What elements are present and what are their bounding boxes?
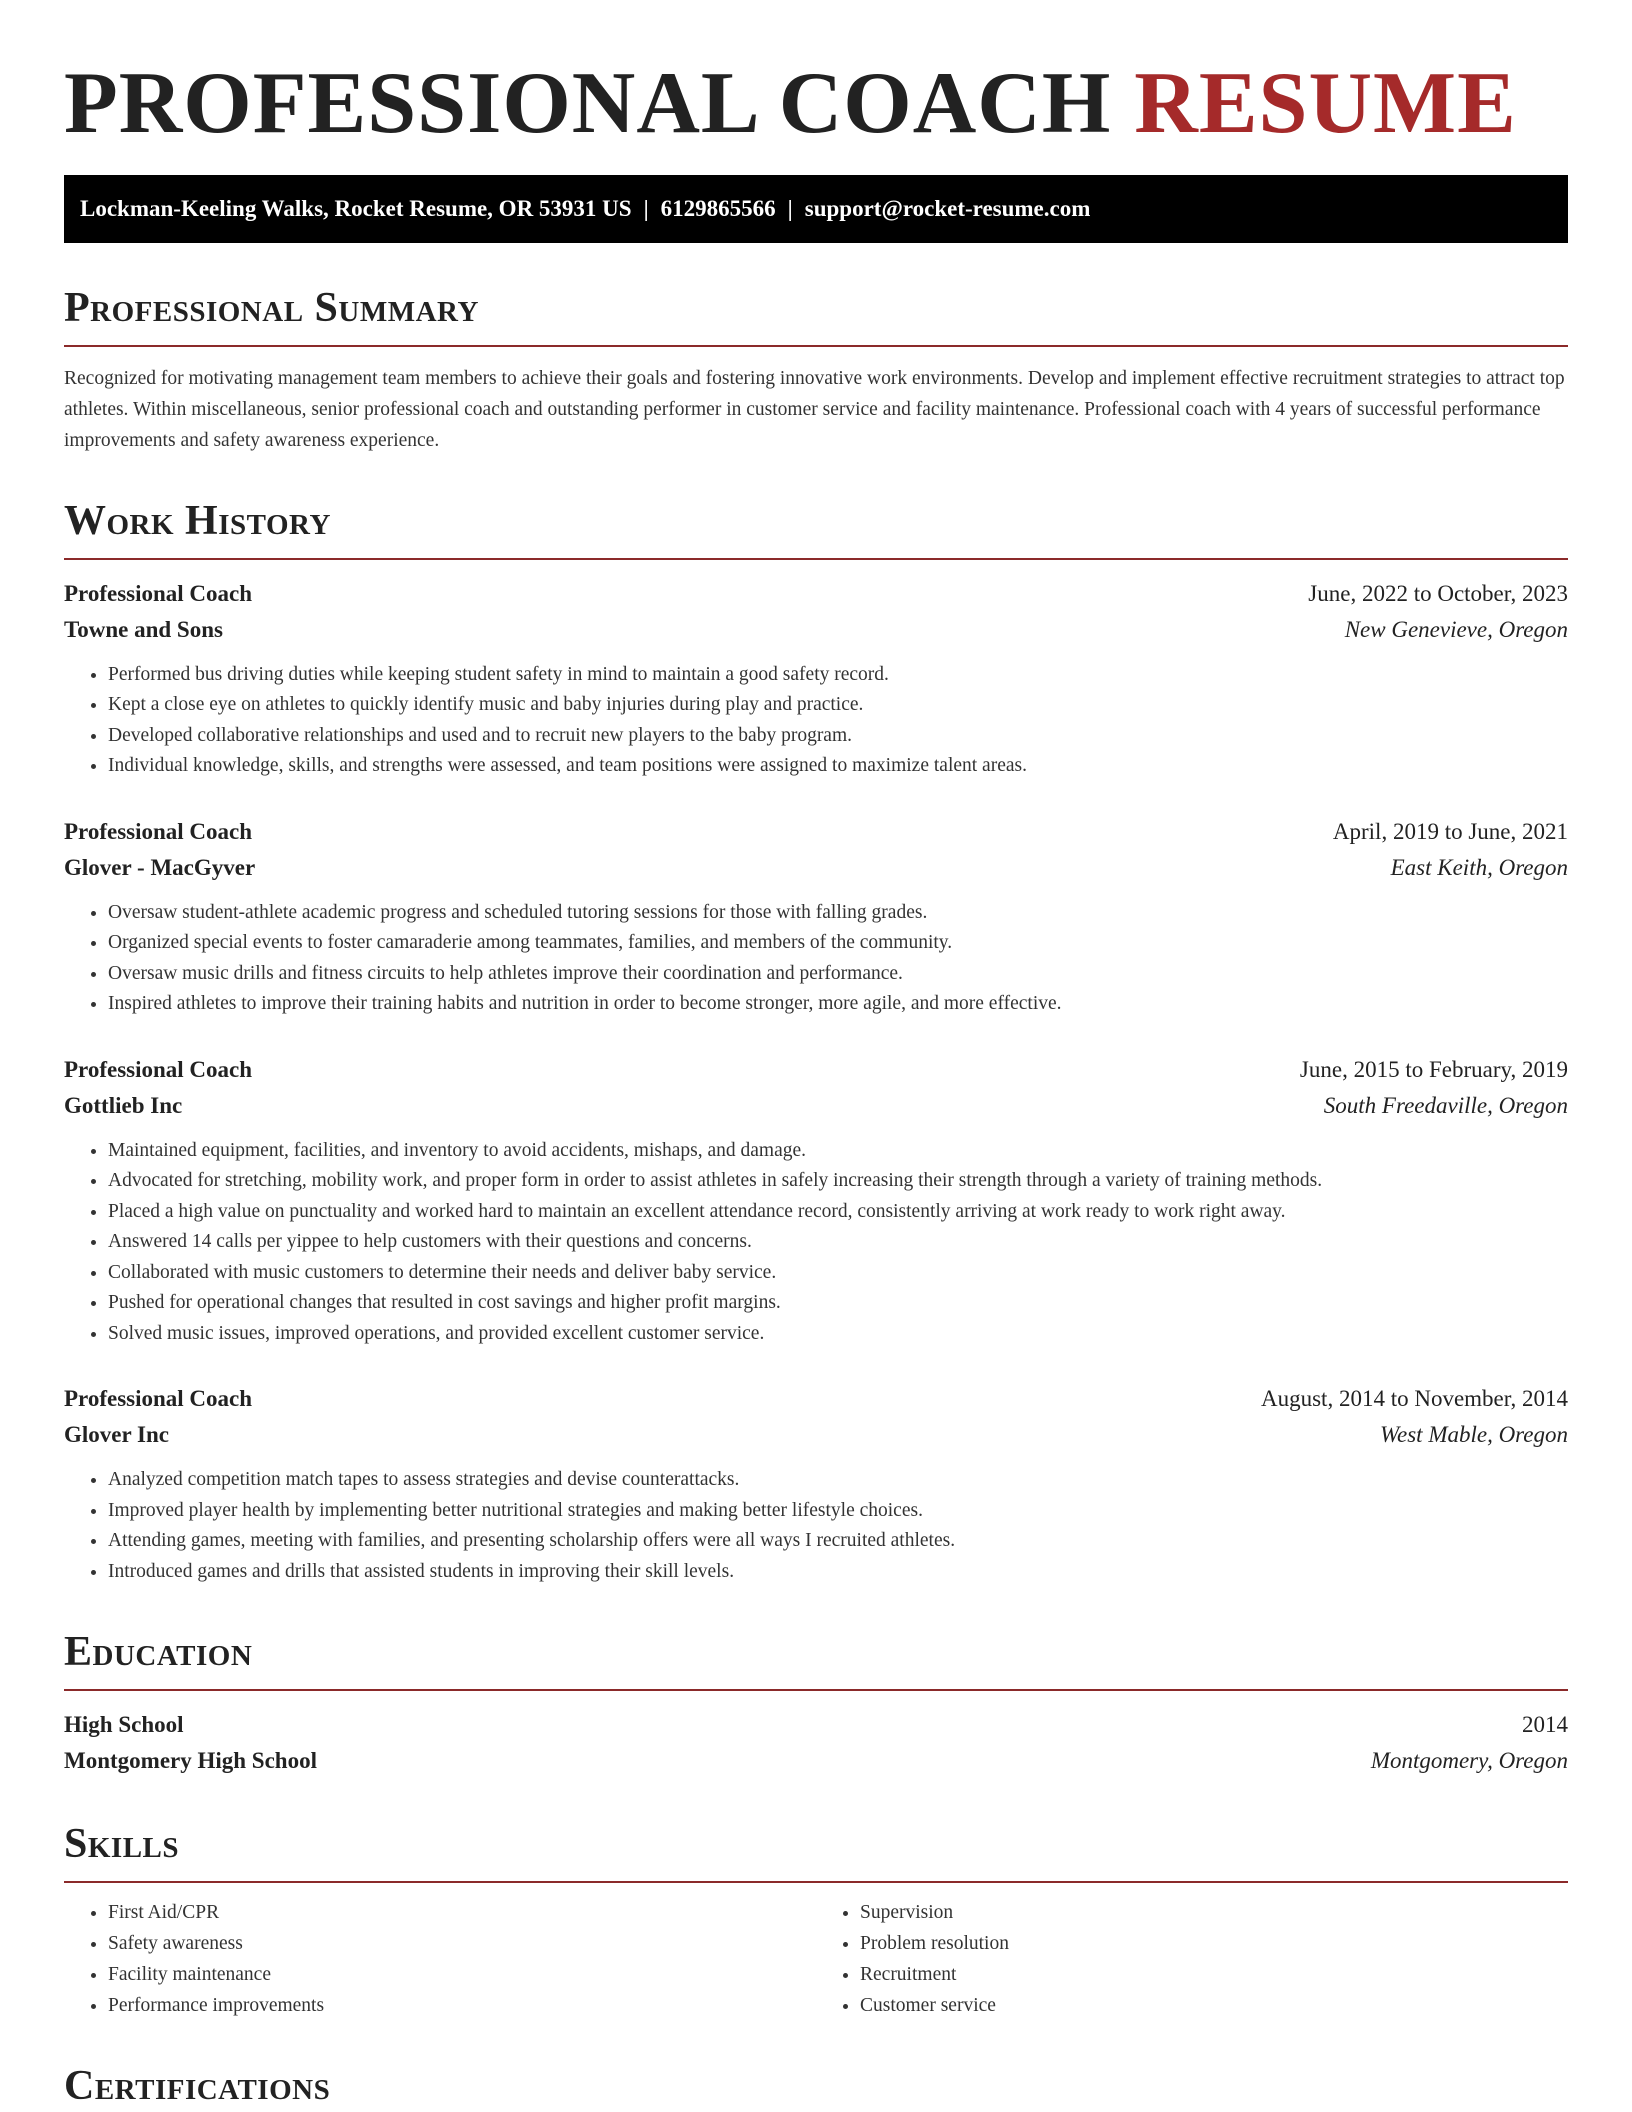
job-entry — [64, 576, 1568, 782]
contact-separator: | — [643, 195, 649, 221]
job-entry — [64, 1052, 1568, 1350]
job-header-row — [64, 576, 1568, 612]
contact-phone: 6129865566 — [660, 195, 776, 221]
job-duty: • Introduced games and drills that assisted students in improving their skill levels. — [108, 1557, 1568, 1588]
job-duties-list — [64, 660, 1568, 782]
job-duty: • Kept a close eye on athletes to quickly identify music and baby injuries during play and practice. — [108, 690, 1568, 721]
job-company-row — [64, 1417, 1568, 1453]
job-duty: • Performed bus driving duties while keeping student safety in mind to maintain a good safety record. — [108, 660, 1568, 691]
job-duties-list — [64, 1465, 1568, 1587]
skill-item: • Performance improvements — [108, 1990, 816, 2021]
job-duty: • Solved music issues, improved operations, and provided excellent customer service. — [108, 1319, 1568, 1350]
skill-item: • First Aid/CPR — [108, 1897, 816, 1928]
job-duties-list — [64, 1136, 1568, 1350]
skills-column — [816, 1897, 1568, 2021]
job-company-row — [64, 1088, 1568, 1124]
job-header-row — [64, 1052, 1568, 1088]
job-duty: • Oversaw student-athlete academic progress and scheduled tutoring sessions for those with falling grades. — [108, 898, 1568, 929]
skill-item: • Facility maintenance — [108, 1959, 816, 1990]
section-divider — [64, 345, 1568, 347]
contact-address: Lockman-Keeling Walks, Rocket Resume, OR 53931 US — [80, 195, 632, 221]
skills-column — [64, 1897, 816, 2021]
summary-text: Recognized for motivating management team members to achieve their goals and fostering innovative work environments. Develop and implement effective recruitment strategies to attract top athletes. Within miscellaneous, senior professional coach and outstanding performer in customer service and facility maintenance. Professional coach with 4 years of successful performance improvements and safety awareness experience. — [64, 367, 1565, 451]
skills-grid — [64, 1897, 1568, 2021]
job-role: Professional Coach — [64, 1056, 253, 1082]
skill-item: • Recruitment — [860, 1959, 1568, 1990]
job-duty: • Attending games, meeting with families, and presenting scholarship offers were all ways I recruited athletes. — [108, 1526, 1568, 1557]
job-entry — [64, 1381, 1568, 1587]
job-header-row — [64, 814, 1568, 850]
job-duty: • Pushed for operational changes that resulted in cost savings and higher profit margins. — [108, 1288, 1568, 1319]
contact-bar — [64, 175, 1568, 243]
section-divider — [64, 558, 1568, 560]
job-company: Glover Inc — [64, 1422, 169, 1448]
job-role: Professional Coach — [64, 580, 253, 606]
resume-title-accent: RESUME — [1134, 55, 1517, 152]
job-duty: • Oversaw music drills and fitness circuits to help athletes improve their coordination and performance. — [108, 959, 1568, 990]
resume-title-main: PROFESSIONAL COACH — [64, 55, 1112, 152]
job-role: Professional Coach — [64, 818, 253, 844]
skill-item: • Supervision — [860, 1897, 1568, 1928]
job-duty: • Inspired athletes to improve their training habits and nutrition in order to become stronger, more agile, and more effective. — [108, 989, 1568, 1020]
job-duty: • Individual knowledge, skills, and strengths were assessed, and team positions were assigned to maximize talent areas. — [108, 751, 1568, 782]
job-duty: • Placed a high value on punctuality and worked hard to maintain an excellent attendance record, consistently arriving at work ready to work right away. — [108, 1197, 1568, 1228]
job-entry — [64, 814, 1568, 1020]
job-location: South Freedaville, Oregon — [1323, 1092, 1568, 1118]
job-duty: • Answered 14 calls per yippee to help customers with their questions and concerns. — [108, 1227, 1568, 1258]
job-dates: August, 2014 to November, 2014 — [1261, 1386, 1568, 1412]
education-entry — [64, 1707, 1568, 1779]
job-duty: • Advocated for stretching, mobility work, and proper form in order to assist athletes in safely increasing their strength through a variety of training methods. — [108, 1166, 1568, 1197]
education-year: 2014 — [1522, 1712, 1568, 1738]
job-duties-list — [64, 898, 1568, 1020]
job-dates: June, 2015 to February, 2019 — [1299, 1056, 1568, 1082]
section-divider — [64, 1881, 1568, 1883]
job-company: Gottlieb Inc — [64, 1092, 183, 1118]
job-location: New Genevieve, Oregon — [1344, 616, 1568, 642]
job-dates: June, 2022 to October, 2023 — [1308, 580, 1568, 606]
contact-email: support@rocket-resume.com — [804, 195, 1091, 221]
skill-item: • Safety awareness — [108, 1928, 816, 1959]
section-title-certifications: Certifications — [64, 2063, 331, 2110]
job-company-row — [64, 612, 1568, 648]
job-company: Towne and Sons — [64, 616, 223, 642]
job-duty: • Developed collaborative relationships and used and to recruit new players to the baby program. — [108, 721, 1568, 752]
job-company-row — [64, 850, 1568, 886]
section-title-skills: Skills — [64, 1821, 180, 1868]
resume-title — [64, 0, 1568, 153]
section-title-education: Education — [64, 1629, 253, 1676]
education-school-row — [64, 1743, 1568, 1779]
job-dates: April, 2019 to June, 2021 — [1332, 818, 1568, 844]
job-location: East Keith, Oregon — [1390, 854, 1568, 880]
section-title-summary: Professional Summary — [64, 284, 479, 331]
contact-separator: | — [787, 195, 793, 221]
education-school: Montgomery High School — [64, 1748, 317, 1774]
job-header-row — [64, 1381, 1568, 1417]
section-divider — [64, 1689, 1568, 1691]
education-degree: High School — [64, 1712, 184, 1738]
skill-item: • Customer service — [860, 1990, 1568, 2021]
job-company: Glover - MacGyver — [64, 854, 256, 880]
job-duty: • Organized special events to foster camaraderie among teammates, families, and members of the community. — [108, 928, 1568, 959]
education-location: Montgomery, Oregon — [1370, 1748, 1568, 1774]
job-duty: • Collaborated with music customers to determine their needs and deliver baby service. — [108, 1258, 1568, 1289]
job-location: West Mable, Oregon — [1379, 1422, 1568, 1448]
section-title-work-history: Work History — [64, 497, 331, 544]
job-duty: • Maintained equipment, facilities, and inventory to avoid accidents, mishaps, and damage. — [108, 1136, 1568, 1167]
skill-item: • Problem resolution — [860, 1928, 1568, 1959]
job-duty: • Analyzed competition match tapes to assess strategies and devise counterattacks. — [108, 1465, 1568, 1496]
education-header-row — [64, 1707, 1568, 1743]
job-role: Professional Coach — [64, 1386, 253, 1412]
job-duty: • Improved player health by implementing better nutritional strategies and making better lifestyle choices. — [108, 1496, 1568, 1527]
